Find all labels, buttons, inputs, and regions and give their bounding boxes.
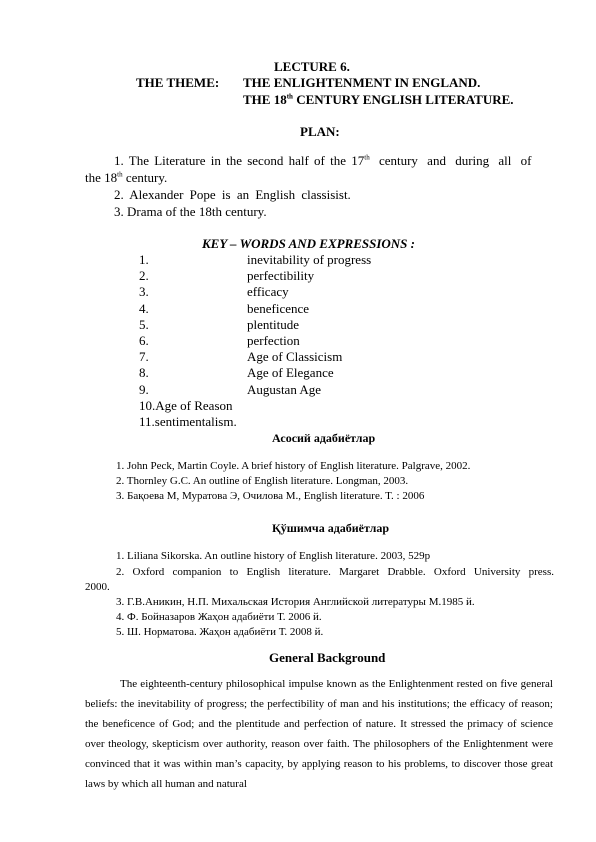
keyword-term: plentitude (247, 316, 299, 332)
keyword-term: perfectibility (247, 268, 315, 284)
additional-literature-item-4: 4. Ф. Бойназаров Жаҳон адабиёти Т. 2006 й. (116, 611, 322, 623)
keyword-term: beneficence (247, 300, 310, 316)
general-background-paragraph: The eighteenth-century philosophical impulse known as the Enlightenment rested on five general beliefs: the inevitability of progress; the perfectibility of man and his institutions; the efficacy of reason; the beneficence of God; and the plentitude and perfection of nature. It stressed the primacy of science over theology, skepticism over authority, reason over faith. The philosophers of the Enlightenment were convinced that it was within man’s capacity, by applying reason to his problems, to discover those great laws by which all human and natural (85, 678, 553, 790)
theme-line-2: THE 18th CENTURY ENGLISH LITERATURE. (243, 92, 514, 107)
theme-line-1: THE ENLIGHTENMENT IN ENGLAND. (243, 75, 481, 90)
keyword-number: 7. (139, 349, 149, 365)
keyword-term: Augustan Age (247, 381, 322, 397)
plan-heading: PLAN: (300, 124, 340, 139)
plan-item-2: 2. Alexander Pope is an English classisist. (114, 187, 351, 202)
keyword-term: efficacy (247, 284, 289, 300)
additional-literature-item-2-cont: 2000. (85, 581, 110, 593)
keyword-term: inevitability of progress (247, 252, 372, 267)
keyword-item-11: 11.sentimentalism. (139, 414, 237, 429)
main-literature-item-3: 3. Бақоева М, Муратова Э, Очилова М., English literature. T. : 2006 (116, 490, 425, 502)
additional-literature-item-2: 2. Oxford companion to English literature. Margaret Drabble. Oxford University press. (116, 566, 554, 578)
keyword-number: 2. (139, 268, 149, 284)
keyword-number: 6. (139, 333, 149, 348)
theme-label: THE THEME: (136, 75, 220, 90)
keyword-term: Age of Elegance (247, 365, 334, 381)
keywords-heading: KEY – WORDS AND EXPRESSIONS : (202, 236, 415, 251)
main-literature-item-1: 1. John Peck, Martin Coyle. A brief history of English literature. Palgrave, 2002. (116, 460, 471, 472)
general-background-heading: General Background (269, 650, 386, 665)
additional-literature-item-1: 1. Liliana Sikorska. An outline history of English literature. 2003, 529p (116, 550, 431, 562)
keyword-term: perfection (247, 333, 300, 348)
main-literature-item-2: 2. Thornley G.C. An outline of English literature. Longman, 2003. (116, 475, 409, 487)
keyword-number: 3. (139, 284, 149, 300)
plan-item-1: 1. The Literature in the second half of the 17th century and during all of (114, 153, 532, 168)
keyword-term: Age of Classicism (247, 349, 343, 365)
keyword-number: 8. (139, 365, 149, 381)
keyword-number: 1. (139, 252, 149, 267)
plan-item-1-cont: the 18th century. (85, 170, 168, 185)
plan-item-3: 3. Drama of the 18th century. (114, 204, 267, 219)
additional-literature-heading: Қўшимча адабиётлар (272, 521, 389, 535)
keyword-number: 5. (139, 316, 149, 332)
main-literature-heading: Асосий адабиётлар (272, 431, 376, 445)
additional-literature-item-3: 3. Г.В.Аникин, Н.П. Михальская История Английской литературы М.1985 й. (116, 596, 475, 608)
lecture-number: LECTURE 6. (274, 59, 350, 74)
keyword-item-10: 10.Age of Reason (139, 398, 233, 413)
additional-literature-item-5: 5. Ш. Норматова. Жаҳон адабиёти Т. 2008 й. (116, 626, 324, 638)
keyword-number: 9. (139, 381, 149, 397)
keyword-number: 4. (139, 300, 149, 316)
